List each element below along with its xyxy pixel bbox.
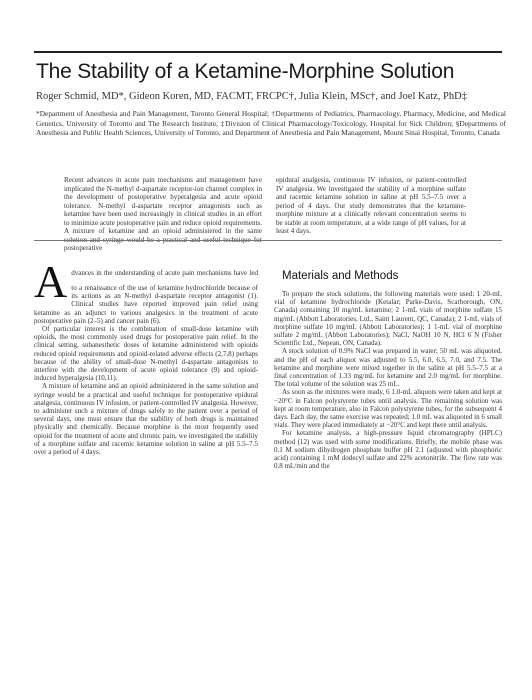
methods-paragraph-1: To prepare the stock solutions, the following materials were used: 1 20-mL vial of ketamine hydrochloride (Ketalar; Parke-Davis, Scarborough, ON, Canada) containing 10 mg/mL ketamine; 2 1-mL vials of morphine sulfate 15 mg/mL (Abbott Laboratories, Ltd., Saint Laurent, QC, Canada); 2 1-mL vials of morphine sulfate 10 mg/mL (Abbott Laboratories); 1 1-mL vial of morphine sulfate 2 mg/mL (Abbott Laboratories); NaCl, NaOH 10 N, HCl 6 N (Fisher Scientific Ltd., Nepean, ON, Canada). <box>274 290 502 348</box>
top-rule <box>34 51 502 53</box>
abstract-left: Recent advances in acute pain mechanisms and management have implicated the N-methyl d-aspartate receptor-ion channel complex in the development of postoperative hyperalgesia and acute opioid tolerance. N-methyl d-aspartate receptor antagonists such as ketamine have been used increasingly in clinical studies in an effort to minimize acute postoperative pain and reduce opioid requirements. A mixture of ketamine and an opioid administered in the same solution and syringe would be a practical and useful technique for postoperative <box>64 176 262 252</box>
abstract-divider <box>34 240 502 241</box>
intro-paragraph-1-text: mechanisms have led to a renaissance of the use of ketamine hydrochloride because of its actions as an N-methyl d-aspartate receptor antagonist (1). Clinical studies have reported improved pain relief using ketamine as an adjunct to various analgesics in the treatment of acute postoperative pain (2–5) and cancer pain (6). <box>34 269 259 325</box>
methods-paragraph-3: As soon as the mixtures were ready, 6 1.0-mL aliquots were taken and kept at −20°C in Falcon polystyrene tubes until analysis. The remaining solution was kept at room temperature, also in Falcon polystyrene tubes, for the subsequent 4 days. Each day, the same exercise was repeated; 1.0 mL was aliquoted in 6 small vials. They were placed immediately at −20°C and kept there until analysis. <box>274 388 502 430</box>
body-left-column <box>34 256 259 457</box>
methods-paragraph-2: A stock solution of 0.9% NaCl was prepared in water; 50 mL was aliquoted, and the pH of each aliquot was adjusted to 5.5, 6.0, 6.5, 7.0, and 7.5. The ketamine and morphine were mixed together in the saline at pH 5.5–7.5 at a final concentration of 1.33 mg/mL for ketamine and 2.0 mg/mL for morphine. The total volume of the solution was 25 mL. <box>274 347 502 389</box>
paper-title: The Stability of a Ketamine-Morphine Solution <box>36 60 455 83</box>
abstract-right: epidural analgesia, continuous IV infusion, or patient-controlled IV analgesia. We investigated the stability of a morphine sulfate and racemic ketamine solution in saline at pH 5.5–7.5 over a period of 4 days. Our study demonstrates that the ketamine-morphine mixture at a clinically relevant concentration seems to be stable at room temperature, at a wide range of pH values, for at least 4 days. <box>276 176 466 235</box>
methods-paragraph-4: For ketamine analysis, a high-pressure liquid chromatography (HPLC) method (12) was used with some modifications. Briefly, the mobile phase was 0.1 M sodium dihydrogen phosphate buffer pH 2.1 (adjusted with phosphoric acid) containing 1 mM dodecyl sulfate and 22% acetonitrile. The flow rate was 0.8 mL/min and the <box>274 429 502 471</box>
intro-paragraph-2: Of particular interest is the combination of small-dose ketamine with opioids, the most commonly used drugs for postoperative pain relief. In the clinical setting, subanesthetic doses of ketamine administered with opioids reduced opioid requirements and opioid-related adverse effects (2,7,8) perhaps because of the ability of small-dose N-methyl d-aspartate antagonists to interfere with the development of acute opioid tolerance (9) and opioid-induced hyperalgesia (10,11). <box>34 325 258 383</box>
body-right-column <box>274 262 502 470</box>
affiliations: *Department of Anesthesia and Pain Management, Toronto General Hospital; †Departments of Pediatrics, Pharmacology, Pharmacy, Medicine, and Medical Genetics, University of Toronto and The Research Institute, ‡Division of Clinical Pharmacology/Toxicology, Hospital for Sick Children; §Departments of Anesthesia and Public Health Sciences, University of Toronto, and Department of Anesthesia and Pain Management, Mount Sinai Hospital, Toronto, Canada <box>36 109 506 138</box>
intro-paragraph-3: A mixture of ketamine and an opioid administered in the same solution and syringe would be a practical and useful technique for postoperative epidural analgesia, continuous IV infusion, or patient-controlled IV analgesia. However, to administer such a mixture of drugs safely to the patient over a period of several days, one must ensure that the stability of both drugs is maintained physically and chemically. Because morphine is the most frequently used opioid for the treatment of acute and chronic pain, we investigated the stability of a morphine sulfate and racemic ketamine solution in saline at pH 5.5–7.5 over a period of 4 days. <box>34 382 258 457</box>
author-list: Roger Schmid, MD*, Gideon Koren, MD, FACMT, FRCPC†, Julia Klein, MSc†, and Joel Katz, PhD‡ <box>36 91 467 102</box>
drop-cap-lead: dvances in the understanding of acute pain <box>71 269 195 277</box>
intro-paragraph-1 <box>34 256 259 325</box>
section-heading: Materials and Methods <box>282 270 399 282</box>
drop-cap: A <box>34 256 68 307</box>
